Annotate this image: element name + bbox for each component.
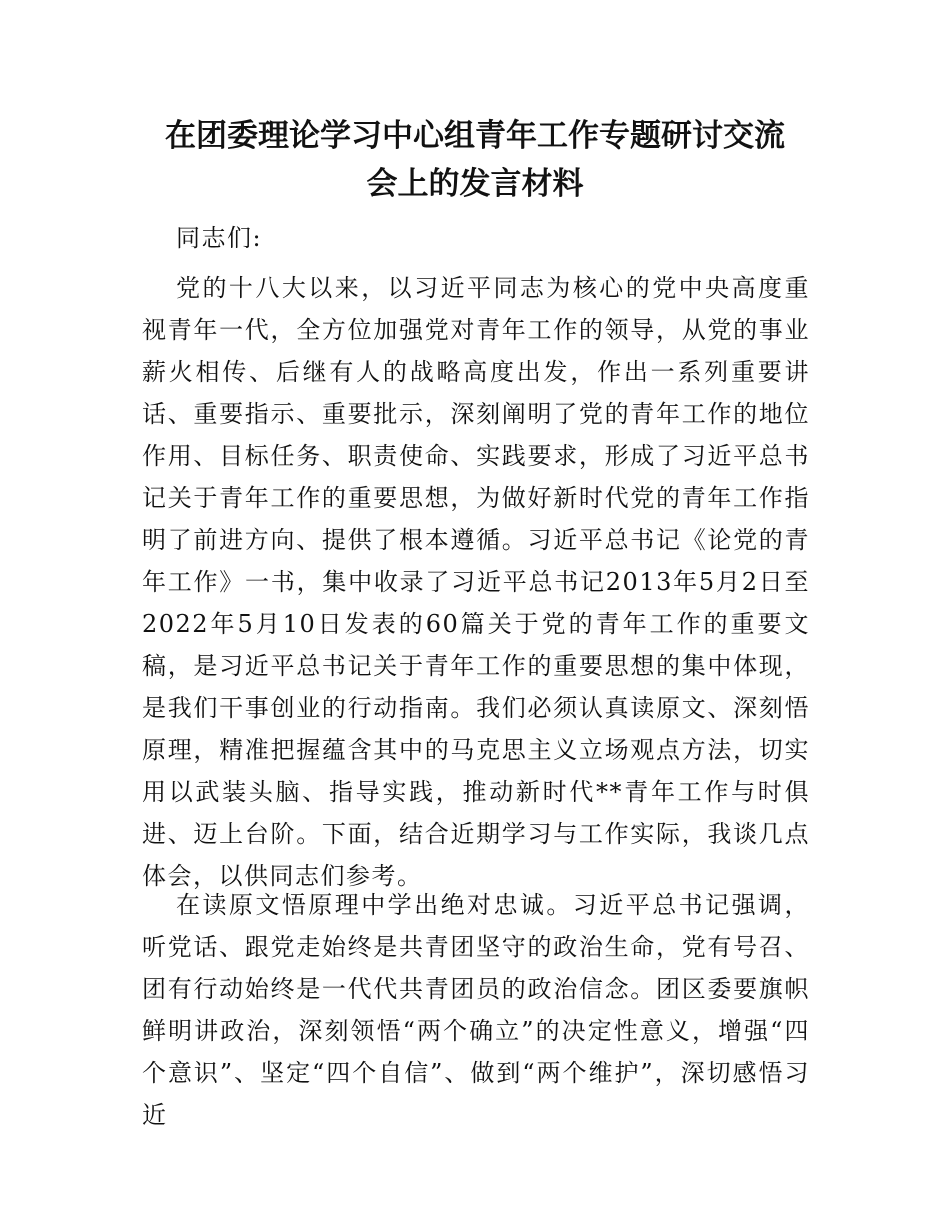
paragraph-1-block	[142, 267, 810, 897]
document-title-line-2: 会上的发言材料	[366, 166, 584, 202]
salutation: 同志们:	[176, 224, 263, 252]
document-title-line-1: 在团委理论学习中心组青年工作专题研讨交流	[165, 118, 785, 154]
paragraph-1: 党的十八大以来，以习近平同志为核心的党中央高度重视青年一代，全方位加强党对青年工作的领导，从党的事业薪火相传、后继有人的战略高度出发，作出一系列重要讲话、重要指示、重要批示，深刻阐明了党的青年工作的地位作用、目标任务、职责使命、实践要求，形成了习近平总书记关于青年工作的重要思想，为做好新时代党的青年工作指明了前进方向、提供了根本遵循。习近平总书记《论党的青年工作》一书，集中收录了习近平总书记2013年5月2日至2022年5月10日发表的60篇关于党的青年工作的重要文稿，是习近平总书记关于青年工作的重要思想的集中体现，是我们干事创业的行动指南。我们必须认真读原文、深刻悟原理，精准把握蕴含其中的马克思主义立场观点方法，切实用以武装头脑、指导实践，推动新时代**青年工作与时俱进、迈上台阶。下面，结合近期学习与工作实际，我谈几点体会，以供同志们参考。	[142, 274, 810, 890]
paragraph-2: 在读原文悟原理中学出绝对忠诚。习近平总书记强调，听党话、跟党走始终是共青团坚守的政治生命，党有号召、团有行动始终是一代代共青团员的政治信念。团区委要旗帜鲜明讲政治，深刻领悟“两个确立”的决定性意义，增强“四个意识”、坚定“四个自信”、做到“两个维护”，深切感悟习近	[142, 891, 810, 1129]
paragraph-2-block	[142, 884, 810, 1136]
